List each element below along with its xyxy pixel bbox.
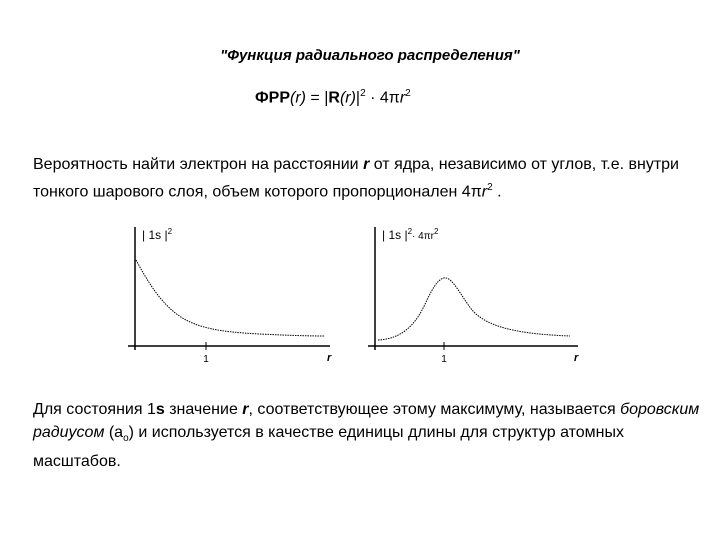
para2-text3: , соответствующее этому максимуму, называется [248, 401, 621, 418]
para1-text: Вероятность найти электрон на расстоянии [33, 156, 364, 173]
para2-bohr-radius: боровским радиусом [33, 401, 700, 441]
plot2-ylabel: | 1s $|^2_{\cdot 4\pi r}^2$ [382, 227, 439, 242]
plot1-curve [136, 260, 325, 336]
plot-1s-squared [120, 222, 335, 362]
para2-text4: (a [104, 424, 124, 441]
plot1-tick-label: 1 [203, 354, 209, 362]
probability-paragraph [33, 153, 703, 203]
formula-r: r [399, 89, 406, 107]
para2-text2: значение [164, 401, 243, 418]
para2-s: s [155, 401, 165, 418]
para2-text5: ) и используется в качестве единицы длины для структур атомных масштабов. [33, 424, 624, 471]
formula-arg: (r) [290, 89, 306, 107]
formula-mod-open: | [324, 89, 329, 107]
para1-end: . [492, 183, 502, 201]
formula-R: R [328, 89, 340, 107]
para2-sub: o [123, 433, 129, 445]
plot2-tick-label: 1 [441, 354, 447, 362]
formula-pi: π [388, 89, 400, 107]
para1-sup: 2 [487, 182, 493, 193]
formula-dot: · 4 [365, 89, 389, 107]
para1-r: r [363, 156, 370, 173]
para1-text-cont: от ядра, независимо от углов, т.е. внутри тонкого шарового слоя, объем которого пропорционален 4 [33, 156, 679, 201]
formula-sq1: 2 [360, 88, 366, 99]
formula-sq2: 2 [405, 88, 411, 99]
bohr-radius-paragraph [33, 398, 703, 473]
slide-title: "Функция радиального распределения" [220, 47, 520, 64]
formula-R-arg: (r) [339, 89, 356, 107]
formula-mod-close: | [355, 89, 361, 107]
para1-r2: r [481, 183, 488, 201]
radial-distribution-formula [255, 88, 411, 107]
plot1-xlabel: r [327, 352, 332, 362]
para2-text: Для состояния 1 [33, 401, 156, 418]
para1-pi: π [470, 183, 482, 201]
para2-r: r [242, 401, 249, 418]
plot2-curve [378, 278, 570, 340]
plot1-ylabel: | 1s $|^2$ [142, 227, 173, 242]
formula-eq: = [305, 89, 325, 107]
formula-lhs: ФРР [255, 89, 290, 107]
plot-radial-distribution [360, 222, 590, 362]
plot2-xlabel: r [574, 352, 579, 362]
